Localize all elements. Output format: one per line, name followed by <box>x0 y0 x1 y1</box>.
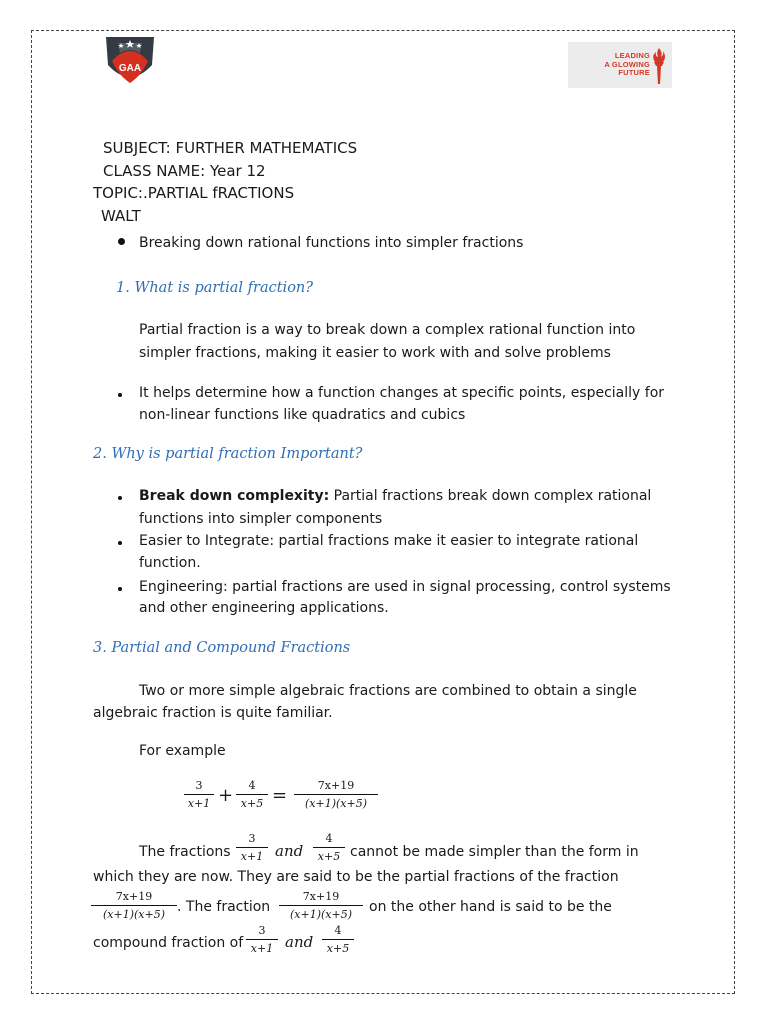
inline-fraction-2: 4 x+5 <box>313 832 345 864</box>
bullet-icon <box>118 541 122 545</box>
equation-fraction-2: 4 x+5 <box>236 779 268 811</box>
other-hand-text: on the other hand is said to be the <box>369 899 612 915</box>
bullet-icon <box>118 393 122 397</box>
the-fractions-text: The fractions <box>139 844 231 860</box>
for-example-label: For example <box>139 743 226 759</box>
leading-future-logo: LEADING A GLOWING FUTURE <box>568 42 672 88</box>
inline-compound-fraction-2: 7x+19 (x+1)(x+5) <box>279 890 363 922</box>
inline-fraction-4: 4 x+5 <box>322 924 354 956</box>
bullet-icon <box>118 496 122 500</box>
equation-fraction-3: 7x+19 (x+1)(x+5) <box>294 779 378 811</box>
section-1-heading: 1. What is partial fraction? <box>116 280 314 296</box>
section-2-item-1-line-1: Break down complexity: Partial fractions break down complex rational <box>139 488 652 504</box>
inline-fraction-3: 3 x+1 <box>246 924 278 956</box>
section-2-item-2-line-2: function. <box>139 555 201 571</box>
section-1-bullet-line-1: It helps determine how a function changes at specific points, especially for <box>139 385 665 401</box>
and-word: and <box>275 842 304 860</box>
section-2-item-2-line-1: Easier to Integrate: partial fractions make it easier to integrate rational <box>139 533 639 549</box>
section-1-para-line-2: simpler fractions, making it easier to work with and solve problems <box>139 345 611 361</box>
subject-line: SUBJECT: FURTHER MATHEMATICS <box>103 139 358 157</box>
topic-line: TOPIC:.PARTIAL fRACTIONS <box>93 184 295 202</box>
section-2-item-3-line-1: Engineering: partial fractions are used in signal processing, control systems <box>139 579 671 595</box>
bullet-icon <box>118 238 125 245</box>
compound-fraction-text: compound fraction of <box>93 935 244 951</box>
equals-sign: = <box>272 785 288 806</box>
class-name-line: CLASS NAME: Year 12 <box>103 162 266 180</box>
section-1-bullet-line-2: non-linear functions like quadratics and cubics <box>139 407 466 423</box>
section-3-heading: 3. Partial and Compound Fractions <box>93 640 351 656</box>
section-1-para-line-1: Partial fraction is a way to break down a complex rational function into <box>139 322 636 338</box>
section-2-item-3-line-2: and other engineering applications. <box>139 600 389 616</box>
school-logo <box>102 31 158 87</box>
section-3-para-line-2: algebraic fraction is quite familiar. <box>93 705 333 721</box>
walt-label: WALT <box>101 207 141 225</box>
section-2-heading: 2. Why is partial fraction Important? <box>93 446 363 462</box>
svg-text:GAA: GAA <box>118 63 142 74</box>
cannot-text: cannot be made simpler than the form in <box>350 844 639 860</box>
inline-compound-fraction-1: 7x+19 (x+1)(x+5) <box>91 890 177 922</box>
the-fraction-text: . The fraction <box>177 899 271 915</box>
inline-fraction-1: 3 x+1 <box>236 832 268 864</box>
partial-fractions-line: which they are now. They are said to be the partial fractions of the fraction <box>93 869 619 885</box>
and-word: and <box>285 933 314 951</box>
torch-icon <box>651 46 667 86</box>
plus-sign: + <box>218 785 234 806</box>
section-3-para-line-1: Two or more simple algebraic fractions are combined to obtain a single <box>139 683 637 699</box>
bullet-icon <box>118 587 122 591</box>
walt-item: Breaking down rational functions into simpler fractions <box>139 235 524 251</box>
equation-fraction-1: 3 x+1 <box>184 779 214 811</box>
section-2-item-1-line-2: functions into simpler components <box>139 511 383 527</box>
